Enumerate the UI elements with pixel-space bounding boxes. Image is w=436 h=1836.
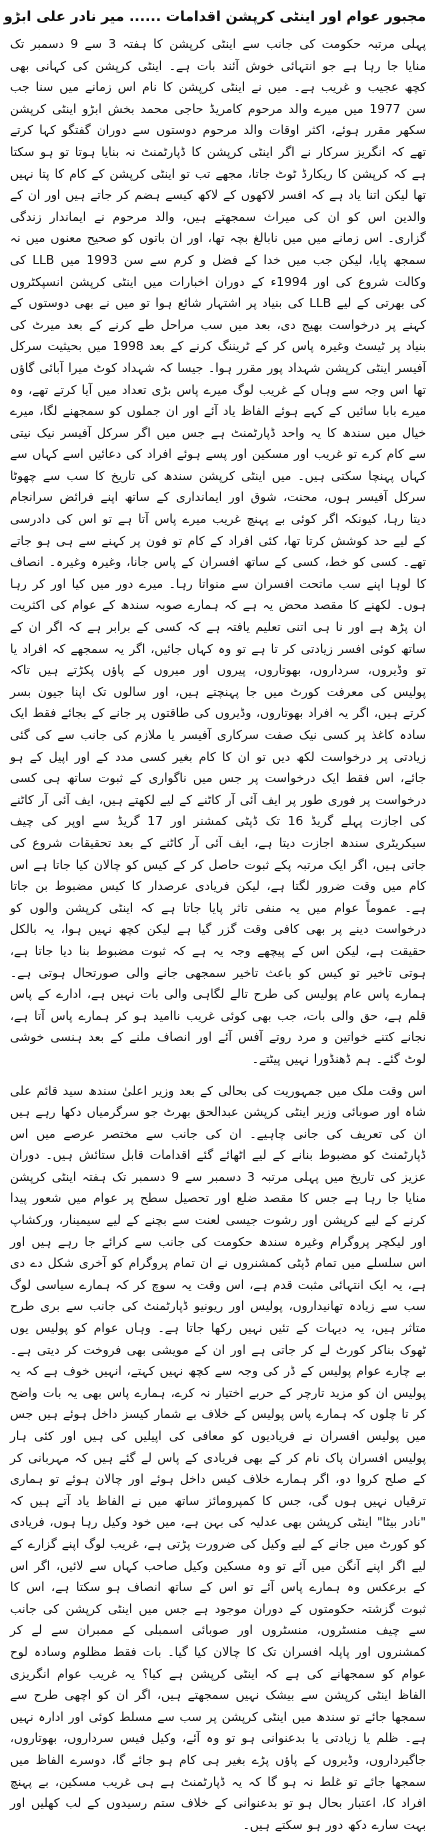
article-headline: مجبور عوام اور اینٹی کرپشن اقدامات ...... میر نادر علی ابڑو	[10, 6, 426, 28]
article-paragraph-1: پہلی مرتبہ حکومت کی جانب سے اینٹی کرپشن کا ہفتہ 3 سے 9 دسمبر تک منایا جا رہا ہے جو انتہائی خوش آئند بات ہے۔ اینٹی کرپشن کی کہانی بھی کچھ عجیب و غریب ہے۔ میں نے اینٹی کرپشن کا نام اس زمانے میں سنا جب سن 1977 میں میرے والد مرحوم کامریڈ حاجی محمد بخش ابڑو اینٹی کرپشن سکھر مقرر ہوئے، اکثر اوقات والد مرحوم دوستوں سے دوران گفتگو کہا کرتے تھے کہ انگریز سرکار نے اگر اینٹی کرپشن کا ڈپارٹمنٹ نہ بنایا ہوتا تو ہو سکتا ہے کہ کرپشن کا ریکارڈ ٹوٹ جاتا، مجھے تب تو اینٹی کرپشن کے کام کا پتا نہیں تھا لیکن اتنا یاد ہے کہ افسر لاکھوں کے لاکھ کیسے ہضم کر جاتے ہیں اور ان کے والدین اس کو ان کی میراث سمجھتے ہیں، والد مرحوم نے ایماندار زندگی گزاری۔ اس زمانے میں میں نابالغ بچہ تھا، اور ان باتوں کو صحیح معنوں میں نہ سمجھ پایا، لیکن جب میں خدا کے فضل و کرم سے سن 1993 میں LLB کی وکالت شروع کی اور 1994ء کے دوران اخبارات میں اینٹی کرپشن انسپکٹروں کی بھرتی کے لیے LLB کی بنیاد پر اشتہار شائع ہوا تو میں نے بھی دوستوں کے کہنے پر درخواست بھیج دی، بعد میں سب مراحل طے کرنے کے بعد میرٹ کی بنیاد پر ٹیسٹ وغیرہ پاس کر کے ٹریننگ کرنے کے بعد 1998 میں بحیثیت سرکل آفیسر اینٹی کرپشن شہداد پور مقرر ہوا۔ جیسا کہ شہداد کوٹ میرا آبائی گاؤں تھا اس وجہ سے وہاں کے غریب لوگ میرے پاس بڑی تعداد میں آیا کرتے تھے، وہ میرے بابا سائیں کے کہے ہوئے الفاظ یاد آئے اور ان جملوں کو سمجھنے لگا، میرے خیال میں سندھ کا یہ واحد ڈپارٹمنٹ ہے جس میں اگر سرکل آفیسر نیک نیتی سے کام کرے تو غریب اور مسکین اور پسے ہوئے افراد کی دعائیں اسے کہاں سے کہاں پہنچا سکتی ہیں۔ میں اینٹی کرپشن سندھ کی تاریخ کا سب سے چھوٹا سرکل آفیسر ہوں، محنت، شوق اور ایمانداری کے ساتھ اپنے فرائض سرانجام دیتا رہا، کیونکہ اگر کوئی بے پہنچ غریب میرے پاس آتا ہے تو اس کی دادرسی کے لیے حد کوشش کرتا تھا، کئی افراد کے کام تو فون پر کہنے سے ہی ہو جاتے تھے۔ کسی کو خط، کسی کے ساتھ افسران کے پاس جانا، وغیرہ وغیرہ۔ انصاف کا لوہا اپنے سب ماتحت افسران سے منواتا رہا۔ میرے دور میں کیا اور کر رہا ہوں۔ لکھنے کا مقصد محض یہ ہے کہ ہمارے صوبہ سندھ کے عوام کی اکثریت ان پڑھ ہے اور نا ہی اتنی تعلیم یافتہ ہے کہ کسی کے برابر ہے کہ اگر ان کے ساتھ کوئی افسر زیادتی کر تا ہے تو وہ کہاں جائیں، اگر یہ سمجھے کہ افراد یا تو وڈیروں، سرداروں، بھوتاروں، پیروں اور میروں کے پاؤں پکڑتے ہیں تاکہ پولیس کی معرفت کورٹ میں جا پہنچتے ہیں، اور سالوں تک اپنا جیون بسر کرتے ہیں، اگر یہ افراد بھوتاروں، وڈیروں کی طاقتوں پر جانے کے بجائے فقط ایک سادہ کاغذ پر کسی نیک صفت سرکاری آفیسر یا ملازم کی جانب سے کی گئی زیادتی پر درخواست لکھ دیں تو ان کا کام بغیر کسی مدد کے اور اپیل کے ہو جائے، اس فقط ایک درخواست پر جس میں ناگواری کے ثبوت ساتھ ہی کسی درخواست پر فوری طور پر ایف آئی آر کاٹنے کے لیے لکھتے ہیں، ایف آئی آر کاٹنے کی اجازت پہلے گریڈ 16 تک ڈپٹی کمشنر اور 17 گریڈ سے اوپر کی چیف سیکریٹری سندھ اجازت دیتا ہے، ایف آئی آر کاٹنے کے بعد تحقیقات شروع کی جاتی ہیں، اگر ایک مرتبہ پکے ثبوت حاصل کر کے کیس کو چالان کیا جاتا ہے اس کام میں وقت ضرور لگتا ہے، لیکن فریادی عرصدار کا کیس مضبوط بن جاتا ہے۔ عموماً عوام میں یہ منفی تاثر پایا جاتا ہے کہ اینٹی کرپشن والوں کو درخواست دینے پر بھی کافی وقت گزر گیا ہے لیکن کچھ نہیں ہوا، یہ بالکل حقیقت ہے، لیکن اس کے پیچھے وجہ یہ ہے کہ ثبوت مضبوط بنا دیا جاتا ہے، ہوتی تاخیر تو کیس کو باعث تاخیر سمجھی جانے والی صورتحال ہوتی ہے۔ ہمارے پاس عام پولیس کی طرح تالے لگاہی والی بات نہیں ہے، ادارے کے پاس قلم ہے، حق والی بات، جب بھی کوئی غریب ناامید ہو کر ہمارے پاس آتا ہے، نجانے کتنے خواتین و مرد روتے آفس آئے اور انصاف ملنے کے بعد ہنسی خوشی لوٹ گئے۔ ہم ڈھنڈورا نہیں پیٹتے۔	[10, 34, 426, 1071]
article-paragraph-2: اس وقت ملک میں جمہوریت کی بحالی کے بعد وزیر اعلیٰ سندھ سید قائم علی شاہ اور صوبائی وزیر اینٹی کرپشن عبدالحق بھرٹ جو سرگرمیاں دکھا رہے ہیں ان کی تعریف کی جانی چاہیے۔ ان کی جانب سے مختصر عرصے میں اس ڈپارٹمنٹ کو مضبوط بنانے کے لیے اٹھائے گئے اقدامات قابل ستائش ہیں۔ دوران عزیز کی تاریخ میں پہلی مرتبہ 3 دسمبر سے 9 دسمبر تک ہفتہ اینٹی کرپشن منایا جا رہا ہے جس کا مقصد ضلع اور تحصیل سطح پر عوام میں شعور پیدا کرنے کے لیے کرپشن اور رشوت جیسی لعنت سے بچنے کے لیے سیمینار، ورکشاپ اور لیکچر پروگرام وغیرہ سندھ حکومت کی جانب سے کرائے جا رہے ہیں اور اس سلسلے میں تمام ڈپٹی کمشنروں نے ان تمام پروگرام کو آخری شکل دے دی ہے، یہ ایک انتہائی مثبت قدم ہے، اس وقت یہ سوچ کر کہ ہمارے سیاسی لوگ سب سے زیادہ تھانیداروں، پولیس اور ریونیو ڈپارٹمنٹ کی جانب سے بری طرح متاثر ہیں، یہ دیہات کے تئیں نہیں رکھا جاتا ہے۔ وہاں عوام کو پولیس یوں ٹھوک بناکر کورٹ لے کر جاتی ہے اور ان کے مویشی بھی فروخت کر دیتی ہے۔ بے چارے عوام پولیس کے ڈر کی وجہ سے کچھ نہیں کہتے، انہیں خوف ہے کہ یہ پولیس ان کو مزید تارچر کے حربے اختیار نہ کرے، ہمارے پاس بھی یہ بات واضح کر تا چلوں کہ ہمارے پاس پولیس کے خلاف بے شمار کیسز داخل ہوئے ہیں جس میں پولیس افسران نے فریادیوں کو معافی کی اپیلیں کی ہیں اور کئی ہار پولیس افسران پاک نام کر کے بھی فریادی کے پاس لے گئے ہیں کہ مہربانی کر کے صلح کروا دو، اگر ہمارے خلاف کیس داخل ہوئے اور چالان ہوئے تو ہماری ترقیاں نہیں ہوں گی، جس کا کمپرومائز ساتھ میں نے الفاظ یاد آتے ہیں کہ "نادر بیٹا" اینٹی کرپشن بھی عدلیہ کی بہن ہے، میں خود وکیل رہا ہوں، فریادی کو کورٹ میں جانے کے لیے وکیل کی ضرورت پڑتی ہے، غریب لوگ اپنے گزارے کے لیے اگر اپنے آنگن میں آئے تو وہ مسکین وکیل صاحب کہاں سے لائیں، اگر اس کے برعکس وہ ہمارے پاس آئے تو اس کے ساتھ انصاف ہو سکتا ہے، اس کا ثبوت گزشتہ حکومتوں کے دوران موجود ہے جس میں اینٹی کرپشن کی جانب سے چیف منسٹروں، منسٹروں اور صوبائی اسمبلی کے ممبران سے لے کر کمشنروں اور پاپلہ افسران تک کا چالان کیا گیا۔ بات فقط مظلوم وسادہ لوح عوام کو سمجھانے کی ہے کہ اینٹی کرپشن ہے کیا؟ یہ غریب عوام انگریزی الفاظ اینٹی کرپشن سے بیشک نہیں سمجھتے ہیں، اگر ان کو اچھی طرح سے سمجھا جائے تو سندھ میں اینٹی کرپشن پر سب سے مسلط کوئی اور ادارہ نہیں ہے۔ ظلم یا زیادتی یا بدعنوانی ہو تو وہ آئے، وکیل فیس سرداروں، بھوتاروں، جاگیرداروں، وڈیروں کے پاؤں پڑے بغیر ہی کام ہو جائے گا، دوسرے الفاظ میں سمجھا جائے تو غلط نہ ہو گا کہ یہ ڈپارٹمنٹ ہے ہی غریب مسکین، بے پہنچ افراد کا، اعتبار بحال ہو تو بدعنوانی کے خلاف ستم رسیدوں کے لب کھلیں اور بہت سارے دکھ دور ہو سکتے ہیں۔	[10, 1081, 426, 1836]
